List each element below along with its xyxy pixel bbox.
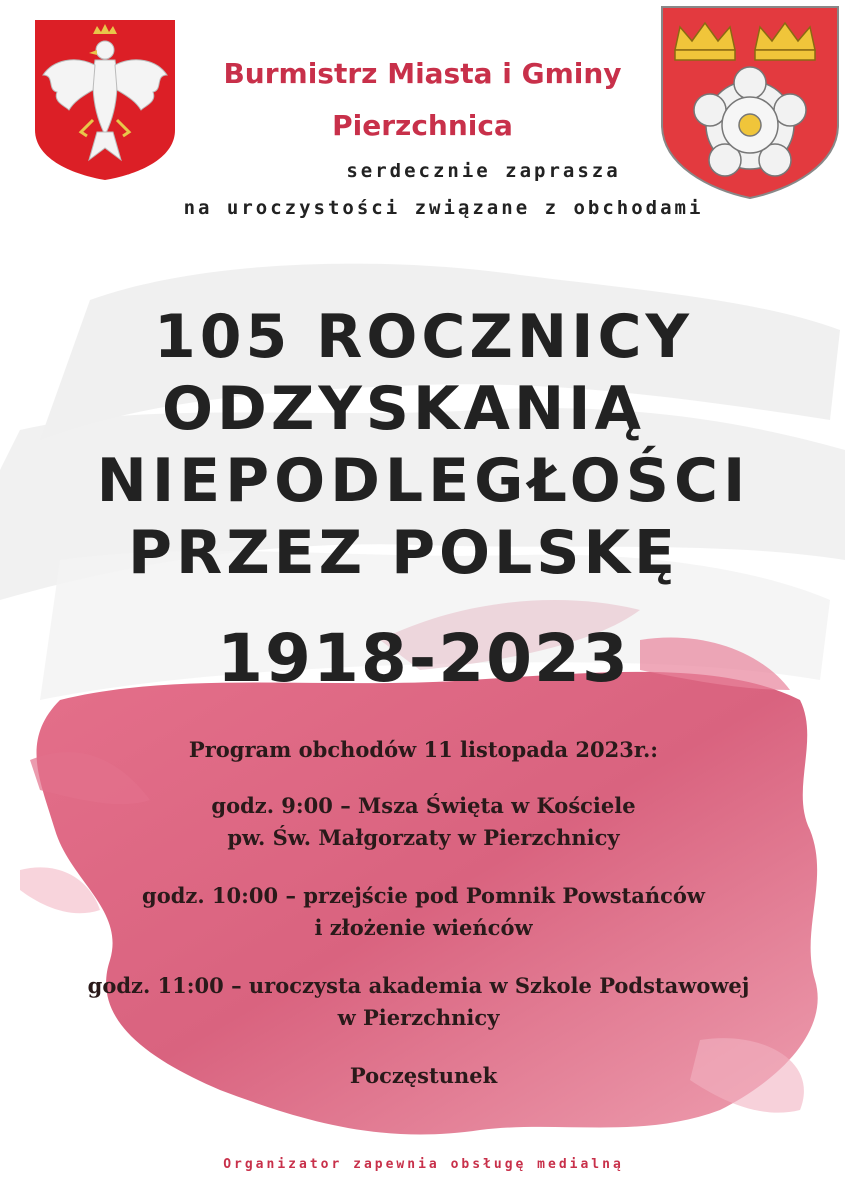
program-item-detail-line: w Pierzchnicy [337, 1005, 500, 1030]
refreshments-note: Poczęstunek [349, 1063, 498, 1088]
program-item [0, 970, 842, 1034]
mayor-heading-line1: Burmistrz Miasta i Gminy [223, 57, 622, 90]
mayor-heading-line2: Pierzchnica [332, 109, 513, 142]
program-item [0, 790, 847, 854]
title-line4: PRZEZ POLSKĘ [128, 518, 679, 588]
polish-eagle-emblem-icon [35, 20, 175, 180]
media-coverage-footer: Organizator zapewnia obsługę medialną [223, 1157, 624, 1172]
program-item-detail-line: i złożenie wieńców [314, 915, 533, 940]
anniversary-years: 1918-2023 [217, 620, 630, 697]
program-item-time-line: godz. 10:00 – przejście pod Pomnik Powstańców [142, 883, 705, 908]
program-item-time-line: godz. 11:00 – uroczysta akademia w Szkole Podstawowej [87, 973, 750, 998]
program-item-detail-line: pw. Św. Małgorzaty w Pierzchnicy [227, 825, 620, 850]
title-line3: NIEPODLEGŁOŚCI [96, 446, 751, 516]
title-line2: ODZYSKANIĄ [162, 374, 645, 444]
program-item-time-line: godz. 9:00 – Msza Święta w Kościele [211, 793, 636, 818]
title-line1: 105 ROCZNICY [154, 302, 693, 372]
program-heading: Program obchodów 11 listopada 2023r.: [188, 737, 659, 762]
invitation-line2: na uroczystości związane z obchodami [183, 197, 704, 219]
program-item [0, 880, 847, 944]
invitation-line1: serdecznie zaprasza [346, 160, 621, 182]
